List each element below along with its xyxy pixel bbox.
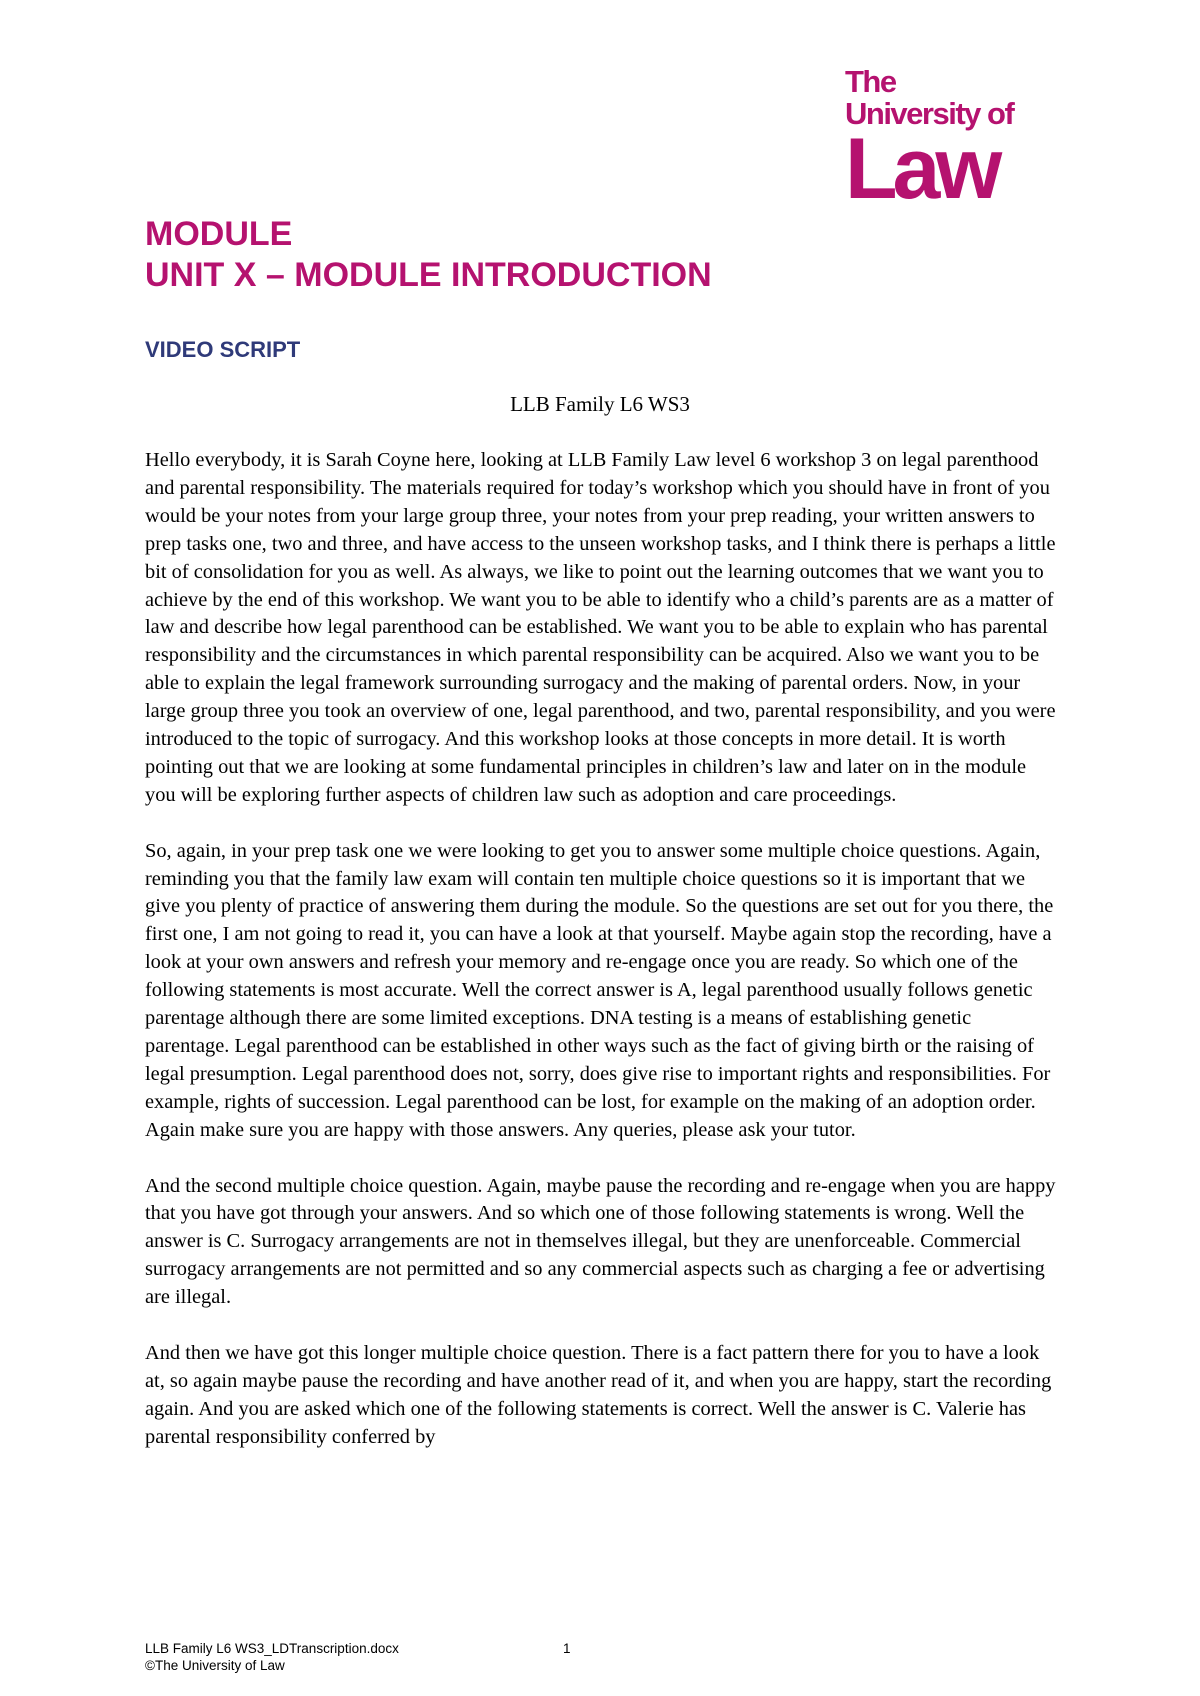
- transcript-body: [145, 447, 1060, 1479]
- page-footer: [145, 1640, 645, 1674]
- university-of-law-logo: [845, 64, 1045, 217]
- paragraph-1: Hello everybody, it is Sarah Coyne here, looking at LLB Family Law level 6 workshop 3 on legal parenthood and parental responsibility. The materials required for today’s workshop which you should have in front of you would be your notes from your large group three, your notes from your prep reading, your written answers to prep tasks one, two and three, and have access to the unseen workshop tasks, and I think there is perhaps a little bit of consolidation for you as well. As always, we like to point out the learning outcomes that we want you to achieve by the end of this workshop. We want you to be able to identify who a child’s parents are as a matter of law and describe how legal parenthood can be established. We want you to be able to explain who has parental responsibility and the circumstances in which parental responsibility can be acquired. Also we want you to be able to explain the legal framework surrounding surrogacy and the making of parental orders. Now, in your large group three you took an overview of one, legal parenthood, and two, parental responsibility, and you were introduced to the topic of surrogacy. And this workshop looks at those concepts in more detail. It is worth pointing out that we are looking at some fundamental principles in children’s law and later on in the module you will be exploring further aspects of children law such as adoption and care proceedings.: [145, 449, 1056, 806]
- paragraph-3: And the second multiple choice question. Again, maybe pause the recording and re-engage when you are happy that you have got through your answers. And so which one of those following statements is wrong. Well the answer is C. Surrogacy arrangements are not in themselves illegal, but they are unenforceable. Commercial surrogacy arrangements are not permitted and so any commercial aspects such as charging a fee or advertising are illegal.: [145, 1174, 1056, 1309]
- document-title: LLB Family L6 WS3: [510, 392, 690, 416]
- logo-line-university-of: University of: [845, 96, 1014, 131]
- footer-page-number: 1: [563, 1641, 571, 1656]
- module-heading-line1: MODULE: [145, 215, 293, 253]
- module-heading: [145, 214, 712, 296]
- module-heading-line2: UNIT X – MODULE INTRODUCTION: [145, 256, 712, 294]
- logo-line-the: The: [845, 64, 896, 99]
- video-script-heading: VIDEO SCRIPT: [145, 337, 301, 362]
- paragraph-2: So, again, in your prep task one we were looking to get you to answer some multiple choice questions. Again, reminding you that the family law exam will contain ten multiple choice questions so it is important that we give you plenty of practice of answering them during the module. So the questions are set out for you there, the first one, I am not going to read it, you can have a look at that yourself. Maybe again stop the recording, have a look at your own answers and refresh your memory and re-engage once you are ready. So which one of the following statements is most accurate. Well the correct answer is A, legal parenthood usually follows genetic parentage although there are some limited exceptions. DNA testing is a means of establishing genetic parentage. Legal parenthood can be established in other ways such as the fact of giving birth or the raising of legal presumption. Legal parenthood does not, sorry, does give rise to important rights and responsibilities. For example, rights of succession. Legal parenthood can be lost, for example on the making of an adoption order. Again make sure you are happy with those answers. Any queries, please ask your tutor.: [145, 839, 1054, 1141]
- paragraph-4: And then we have got this longer multiple choice question. There is a fact pattern there for you to have a look at, so again maybe pause the recording and have another read of it, and when you are happy, start the recording again. And you are asked which one of the following statements is correct. Well the answer is C. Valerie has parental responsibility conferred by: [145, 1341, 1052, 1448]
- logo-line-law: Law: [845, 121, 998, 217]
- footer-filename: LLB Family L6 WS3_LDTranscription.docx: [145, 1641, 399, 1656]
- footer-copyright: ©The University of Law: [145, 1658, 285, 1673]
